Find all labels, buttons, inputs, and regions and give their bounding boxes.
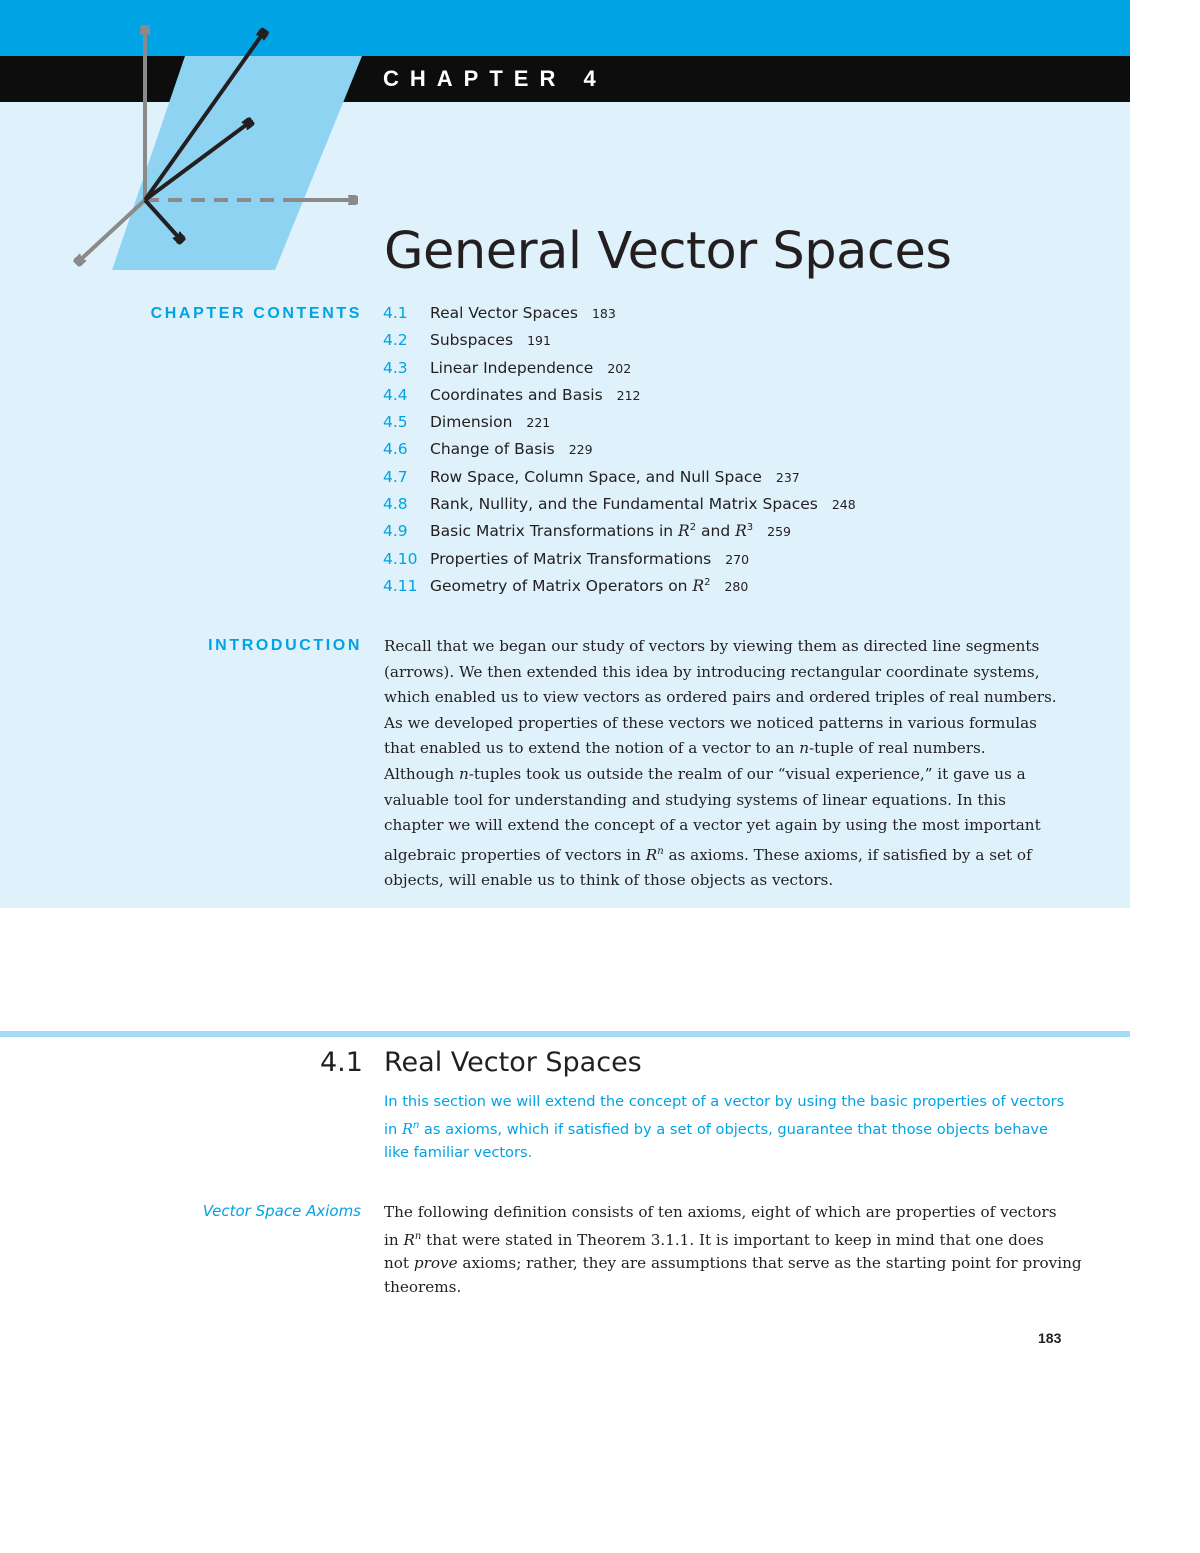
chapter-title: General Vector Spaces: [384, 222, 952, 281]
toc-page: 259: [767, 524, 792, 540]
toc-page: 270: [725, 551, 750, 567]
table-of-contents: [383, 302, 856, 602]
section-intro: In this section we will extend the concept of a vector by using the basic properties of vectors in $R^n$ as axioms, which if satisfied by a set of objects, guarantee that those objects behave like familiar vectors.: [384, 1093, 1065, 1161]
section-number: 4.1: [320, 1047, 363, 1078]
toc-number: 4.2: [383, 331, 408, 350]
toc-item[interactable]: [383, 357, 856, 384]
toc-title: Properties of Matrix Transformations: [430, 549, 712, 568]
toc-number: 4.11: [383, 576, 418, 595]
toc-title: Geometry of Matrix Operators on $R^2$: [430, 576, 711, 595]
section-title: Real Vector Spaces: [384, 1047, 642, 1078]
section-body: The following definition consists of ten axioms, eight of which are properties of vectors in $R^n$ that were stated in Theorem 3.1.1. It is important to keep in mind that one does not prove axioms; rather, they are assumptions that serve as the starting point for proving theorems.: [384, 1203, 1082, 1296]
toc-number: 4.3: [383, 358, 408, 377]
page-number: 183: [1038, 1330, 1062, 1346]
toc-page: 237: [775, 469, 800, 485]
toc-title: Row Space, Column Space, and Null Space: [430, 467, 762, 486]
chapter-contents-heading: CHAPTER CONTENTS: [150, 305, 362, 322]
toc-page: 202: [607, 360, 632, 376]
toc-title: Rank, Nullity, and the Fundamental Matrix Spaces: [430, 495, 818, 514]
toc-title: Real Vector Spaces: [430, 304, 578, 322]
toc-page: 212: [616, 387, 641, 403]
toc-item[interactable]: [383, 302, 856, 329]
toc-page: 229: [568, 442, 593, 458]
toc-page: 183: [591, 306, 616, 321]
vector-illustration: [0, 0, 380, 280]
section-rule: [0, 1031, 1130, 1037]
toc-item[interactable]: [383, 438, 856, 465]
toc-number: 4.4: [383, 385, 408, 404]
toc-item[interactable]: [383, 575, 856, 602]
toc-item[interactable]: [383, 384, 856, 411]
toc-item[interactable]: [383, 411, 856, 438]
chapter-label: CHAPTER 4: [383, 66, 607, 91]
toc-page: 191: [527, 333, 551, 349]
introduction-heading: INTRODUCTION: [208, 637, 362, 654]
toc-page: 248: [831, 497, 856, 513]
toc-title: Change of Basis: [430, 440, 555, 459]
toc-item[interactable]: [383, 548, 856, 575]
toc-item[interactable]: [383, 329, 856, 356]
toc-title: Coordinates and Basis: [430, 385, 603, 404]
toc-number: 4.10: [383, 549, 418, 568]
toc-page: 221: [526, 415, 551, 431]
toc-number: 4.6: [383, 440, 408, 459]
toc-number: 4.8: [383, 495, 408, 514]
introduction-text: Recall that we began our study of vectors by viewing them as directed line segments (arrows). We then extended this idea by introducing rectangular coordinate systems, which enabled us to view vectors as ordered pairs and ordered triples of real numbers. As we developed properties of these vectors we noticed patterns in various formulas that enabled us to extend the notion of a vector to an n-tuple of real numbers. Although n-tuples took us outside the realm of our “visual experience,” it gave us a valuable tool for understanding and studying systems of linear equations. In this chapter we will extend the concept of a vector yet again by using the most important algebraic properties of vectors in $R^n$ as axioms. These axioms, if satisfied by a set of objects, will enable us to think of those objects as vectors.: [384, 637, 1057, 890]
toc-number: 4.1: [383, 304, 408, 322]
toc-item[interactable]: [383, 493, 856, 520]
toc-number: 4.9: [383, 522, 408, 541]
toc-item[interactable]: [383, 466, 856, 493]
toc-title: Subspaces: [430, 331, 514, 350]
margin-heading: Vector Space Axioms: [202, 1202, 361, 1220]
toc-number: 4.5: [383, 413, 408, 432]
plane-shape: [112, 56, 362, 270]
toc-title: Dimension: [430, 413, 513, 432]
toc-page: 280: [724, 578, 749, 594]
toc-number: 4.7: [383, 467, 408, 486]
toc-title: Linear Independence: [430, 358, 594, 377]
toc-item[interactable]: [383, 520, 856, 547]
toc-title: Basic Matrix Transformations in $R^2$ and $R^3$: [430, 522, 754, 541]
